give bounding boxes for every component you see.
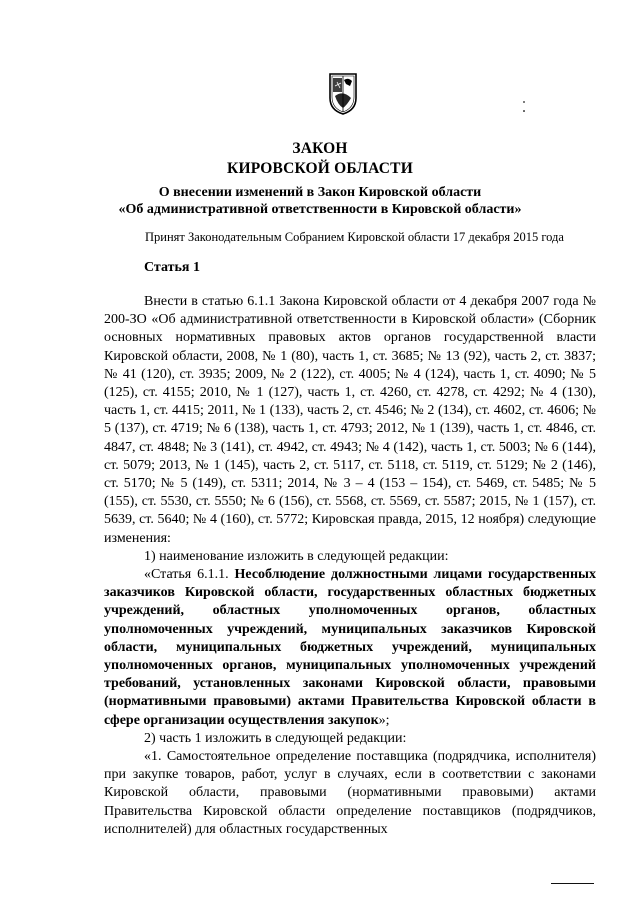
- footer-rule: [551, 883, 594, 884]
- item-2: 2) часть 1 изложить в следующей редакции:: [144, 730, 407, 746]
- adoption-line: Принят Законодательным Собранием Кировской области 17 декабря 2015 года: [145, 230, 564, 244]
- scan-mark: [523, 110, 525, 112]
- law-title: ЗАКОН: [292, 140, 348, 157]
- intro-paragraph: Внести в статью 6.1.1 Закона Кировской области от 4 декабря 2007 года № 200-ЗО «Об административной ответственности в Кировской области» (Сборник основных нормативных правовых актов органов государственной власти Кировской области, 2008, № 1 (80), часть 1, ст. 3685; № 13 (92), часть 2, ст. 3837; № 41 (120), ст. 3935; 2009, № 2 (122), ст. 4005; № 4 (124), часть 1, ст. 4090; № 5 (125), ст. 4155; 2010, № 1 (127), часть 1, ст. 4260, ст. 4278, ст. 4292; № 4 (130), часть 1, ст. 4415; 2011, № 1 (133), часть 2, ст. 4546; № 2 (134), ст. 4602, ст. 4606; № 5 (137), ст. 4719; № 6 (138), часть 1, ст. 4793; 2012, № 1 (139), часть 1, ст. 4846, ст. 4847, ст. 4848; № 3 (141), ст. 4942, ст. 4943; № 4 (142), часть 1, ст. 5003; № 6 (144), ст. 5079; 2013, № 1 (145), часть 2, ст. 5117, ст. 5118, ст. 5119, ст. 5129; № 2 (146), ст. 5170; № 5 (149), ст. 5311; 2014, № 3 – 4 (153 – 154), ст. 5469, ст. 5485; № 5 (155), ст. 5530, ст. 5550; № 6 (156), ст. 5568, ст. 5569, ст. 5587; 2015, № 1 (157), ст. 5639, ст. 5640; № 4 (160), ст. 5772; Кировская правда, 2015, 12 ноября) следующие изменения:: [104, 294, 596, 546]
- quote-1-end: »;: [378, 712, 390, 728]
- quote-2: «1. Самостоятельное определение поставщика (подрядчика, исполнителя) при закупке товаров, работ, услуг в случаях, если в соответствии с законами Кировской области, правовыми (нормативными правовыми) актами Правительства Кировской области определение поставщиков (подрядчиков, исполнителей) для областных государственных: [104, 749, 596, 837]
- article-heading: Статья 1: [144, 260, 200, 275]
- item-1: 1) наименование изложить в следующей редакции:: [144, 548, 449, 564]
- quote-1-title: Несоблюдение должностными лицами государственных заказчиков Кировской области, государственных областных бюджетных учреждений, областных уполномоченных органов, областных уполномоченных учреждений, муниципальных заказчиков Кировской области, муниципальных бюджетных учреждений, муниципальных уполномоченных органов, муниципальных уполномоченных учреждений требований, установленных законами Кировской области, правовыми (нормативными правовыми) актами Правительства Кировской области в сфере организации осуществления закупок: [104, 567, 596, 728]
- document-body: [104, 293, 596, 839]
- law-subject-line2: «Об административной ответственности в Кировской области»: [118, 202, 522, 217]
- law-region: КИРОВСКОЙ ОБЛАСТИ: [227, 160, 413, 177]
- law-subject-line1: О внесении изменений в Закон Кировской области: [158, 185, 482, 200]
- scan-mark: [523, 101, 525, 103]
- coat-of-arms-emblem: [328, 72, 358, 116]
- quote-1-prefix: «Статья 6.1.1.: [144, 567, 235, 583]
- quote-1: [104, 566, 596, 730]
